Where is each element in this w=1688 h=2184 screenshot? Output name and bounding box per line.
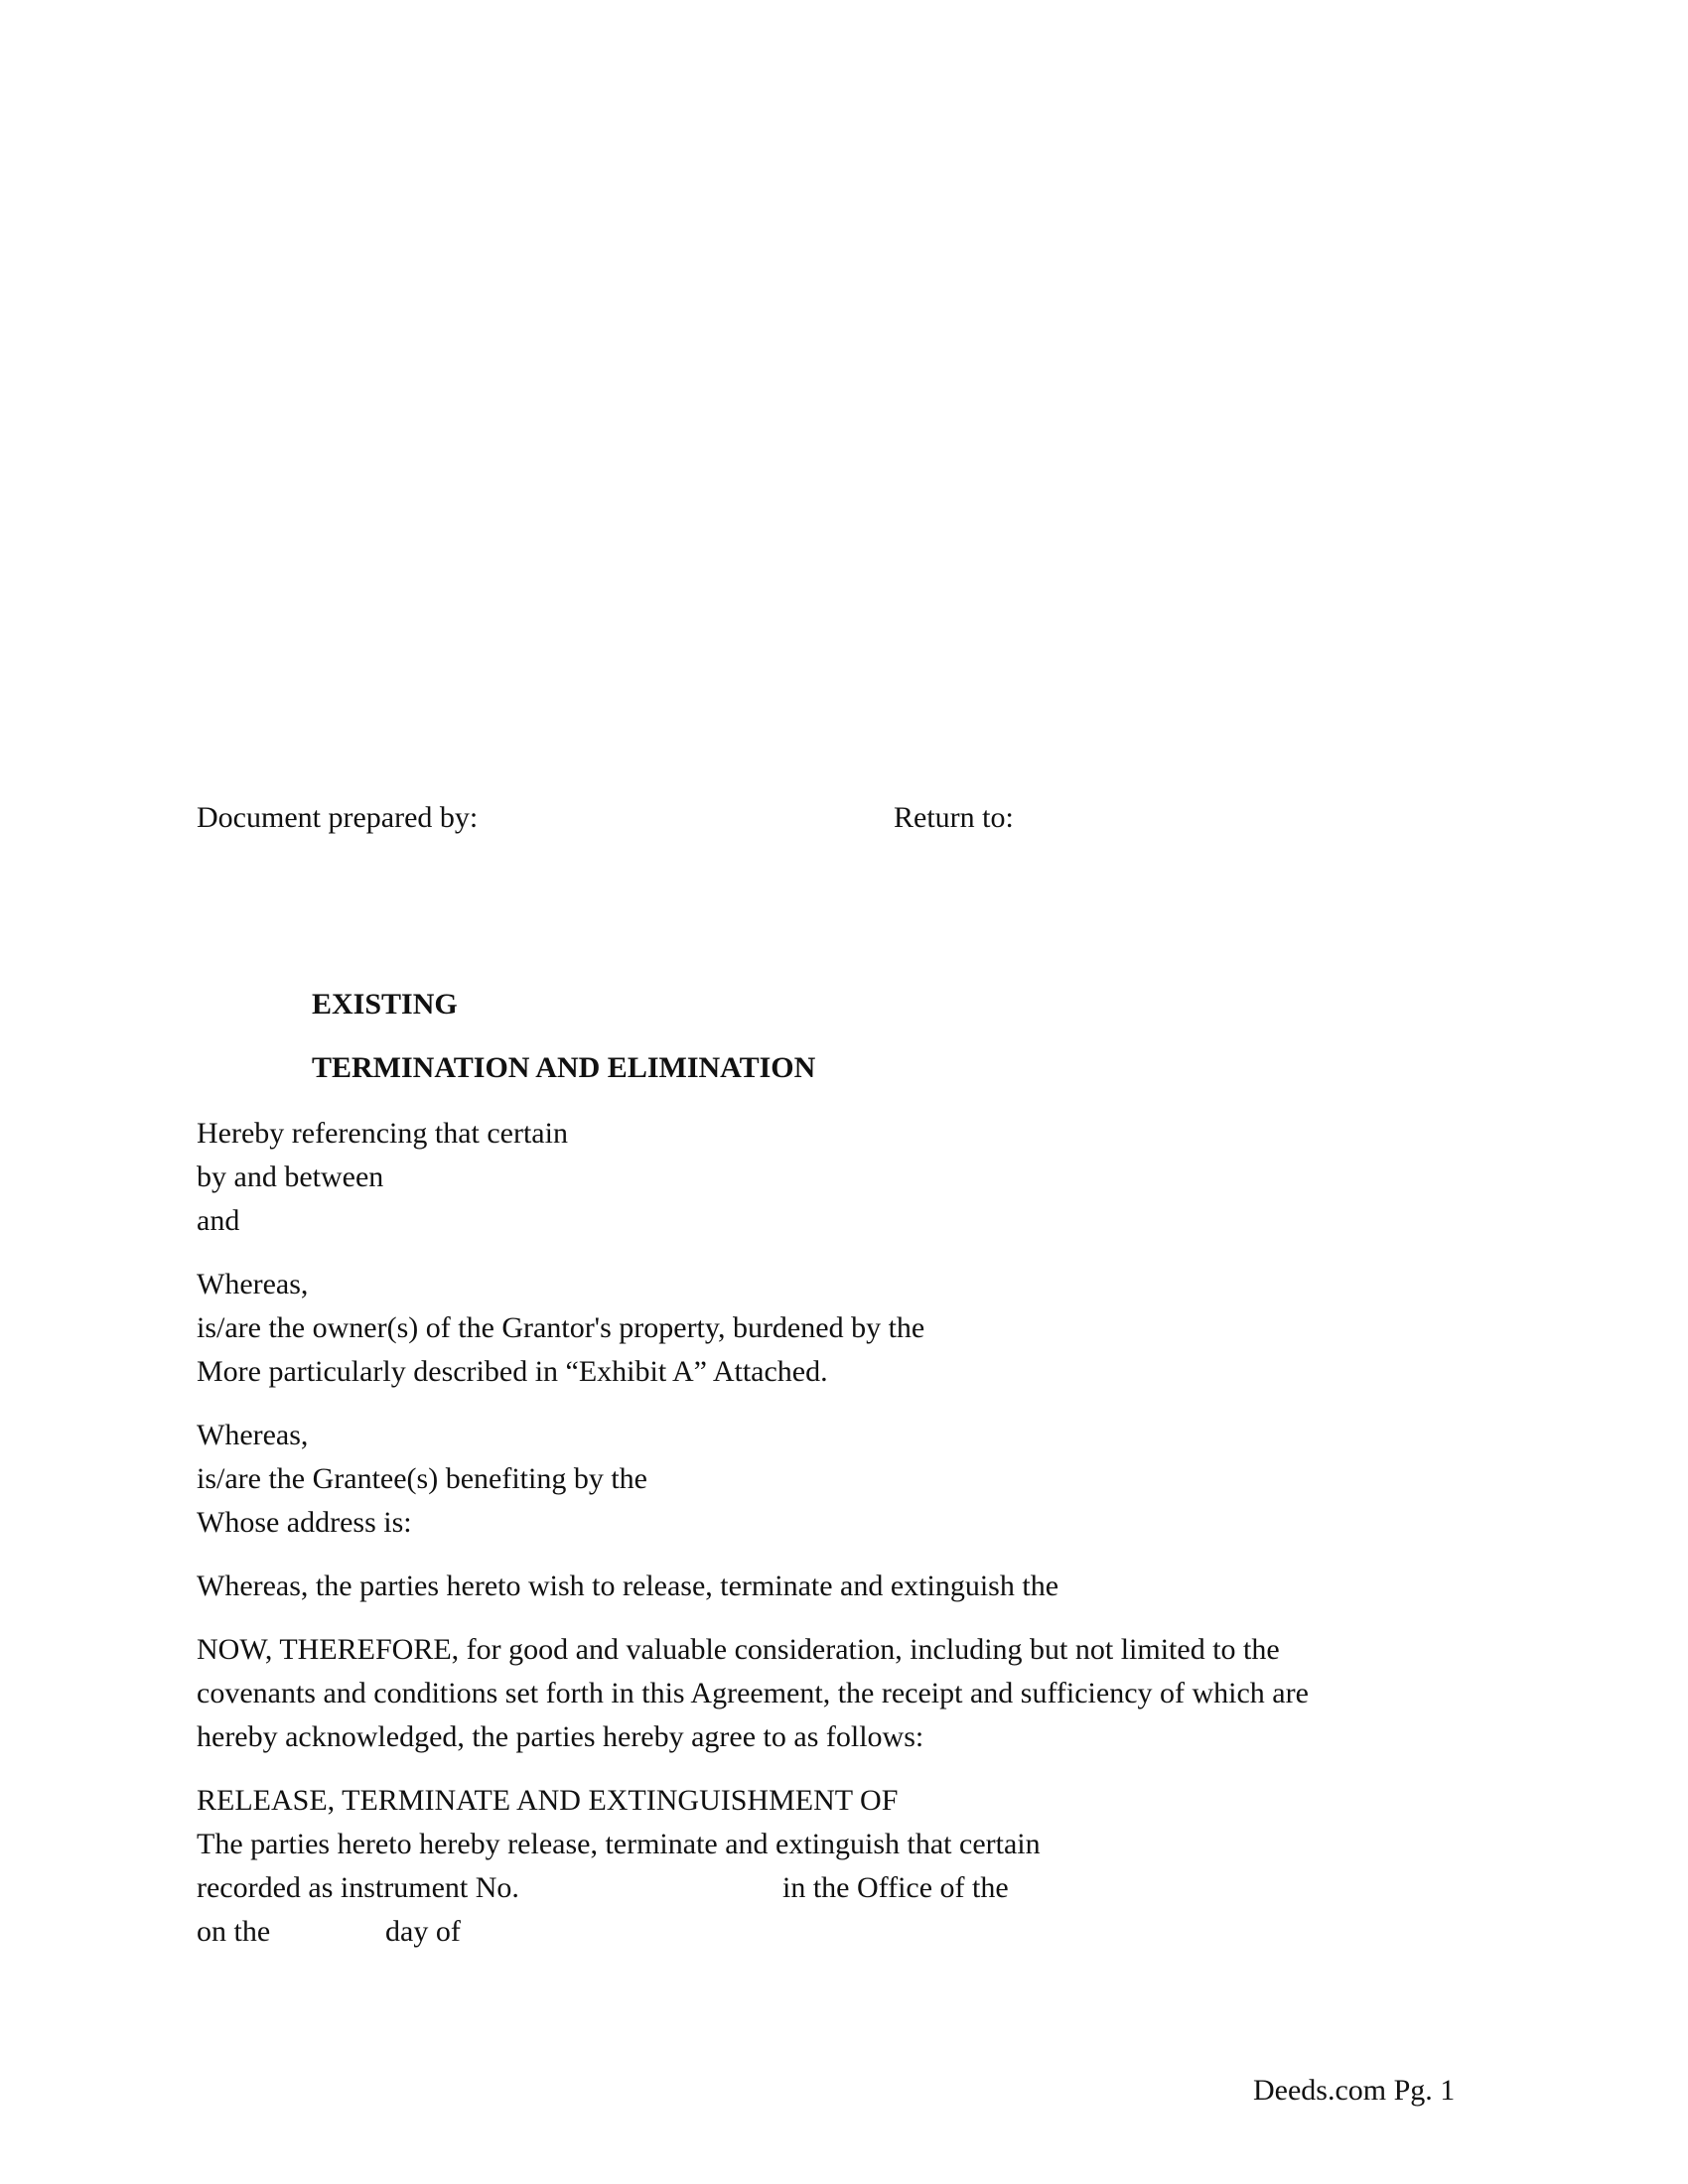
reference-line-2: by and between	[197, 1160, 384, 1193]
prepared-by-label: Document prepared by:	[197, 801, 479, 834]
whereas-grantee-line-3: Whose address is:	[197, 1506, 412, 1539]
now-therefore-line-3: hereby acknowledged, the parties hereby agree to as follows:	[197, 1720, 924, 1753]
return-to-label: Return to:	[894, 801, 1014, 834]
release-line-1: The parties hereto hereby release, terminate and extinguish that certain	[197, 1828, 1041, 1860]
reference-line-1: Hereby referencing that certain	[197, 1117, 568, 1150]
title-line-2: TERMINATION AND ELIMINATION	[312, 1051, 816, 1084]
whereas-grantee-line-1: Whereas,	[197, 1419, 309, 1451]
whereas-owner-line-2: is/are the owner(s) of the Grantor's property, burdened by the	[197, 1311, 925, 1344]
now-therefore-line-1: NOW, THEREFORE, for good and valuable consideration, including but not limited to the	[197, 1633, 1280, 1666]
title-line-1: EXISTING	[312, 988, 458, 1021]
whereas-owner-line-3: More particularly described in “Exhibit A” Attached.	[197, 1355, 828, 1388]
release-line-3-day-of: day of	[385, 1915, 461, 1948]
release-heading: RELEASE, TERMINATE AND EXTINGUISHMENT OF	[197, 1784, 899, 1817]
whereas-grantee-line-2: is/are the Grantee(s) benefiting by the	[197, 1462, 647, 1495]
now-therefore-line-2: covenants and conditions set forth in this Agreement, the receipt and sufficiency of which are	[197, 1677, 1309, 1709]
release-line-2-office: in the Office of the	[782, 1871, 1009, 1904]
reference-line-3: and	[197, 1204, 240, 1237]
page-footer: Deeds.com Pg. 1	[1253, 2074, 1456, 2107]
release-line-3-on-the: on the	[197, 1915, 271, 1948]
whereas-release-line: Whereas, the parties hereto wish to release, terminate and extinguish the	[197, 1570, 1059, 1602]
whereas-owner-line-1: Whereas,	[197, 1268, 309, 1300]
release-line-2-instrument: recorded as instrument No.	[197, 1871, 519, 1904]
